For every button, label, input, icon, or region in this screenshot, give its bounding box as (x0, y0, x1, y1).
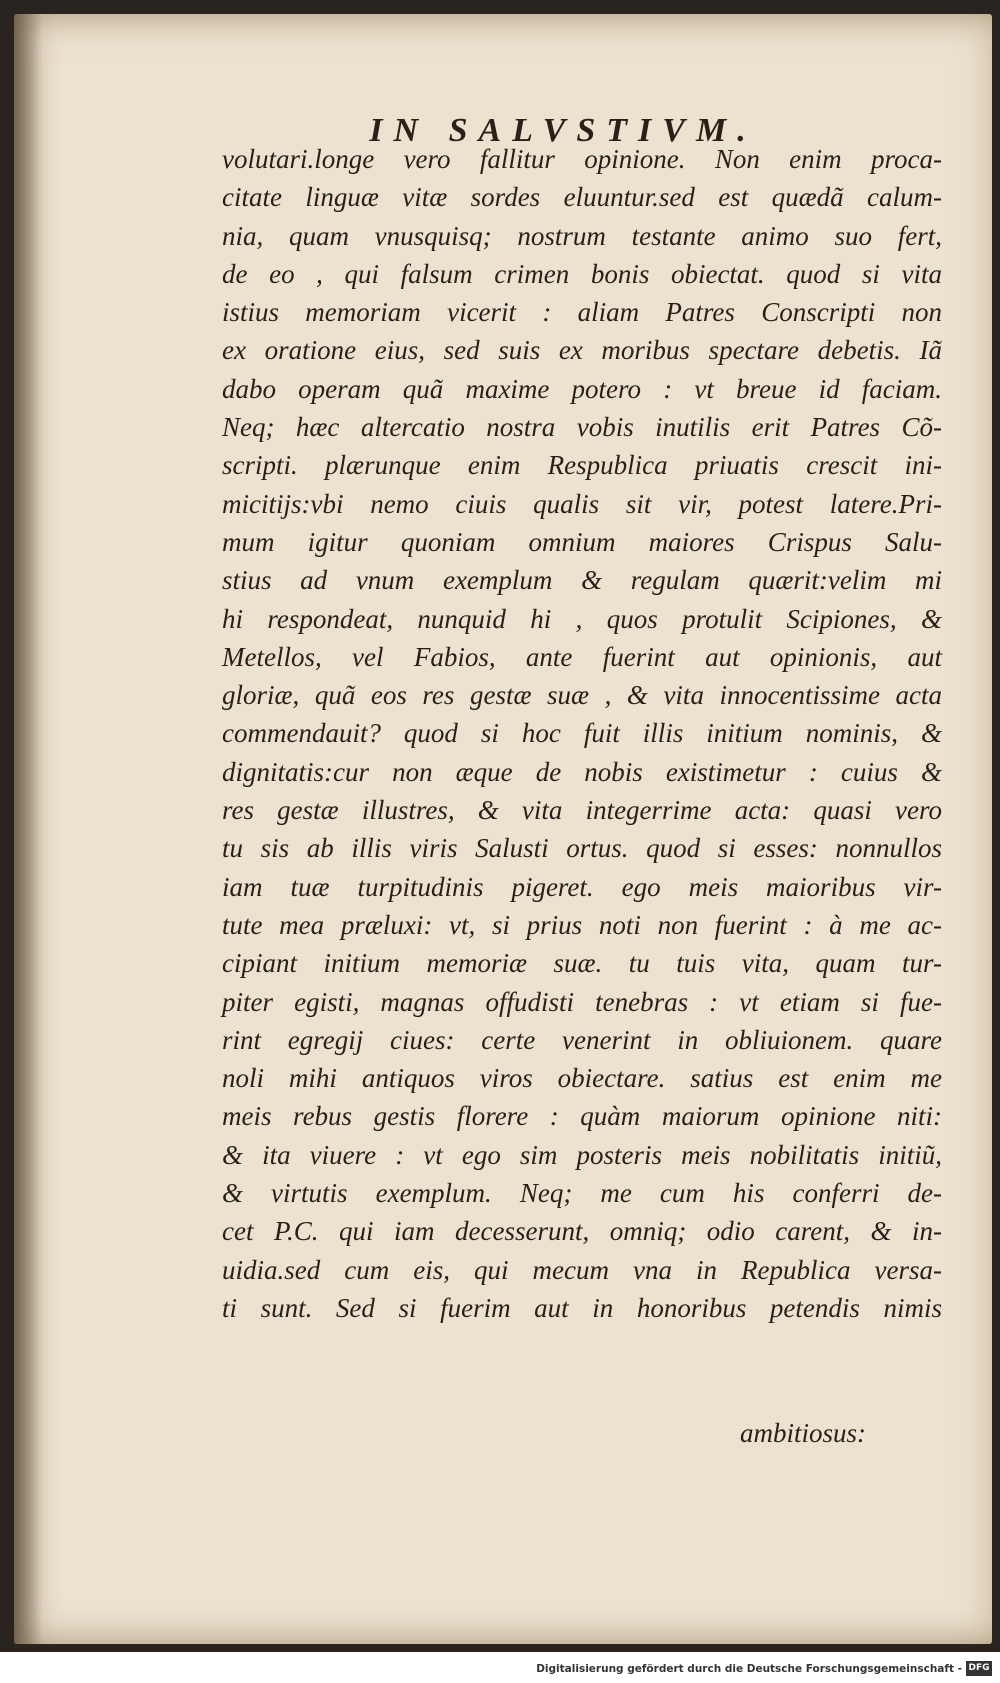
text-line: & ita viuere : vt ego sim posteris meis nobilitatis initiũ, (222, 1139, 942, 1170)
text-line: de eo , qui falsum crimen bonis obiectat. quod si vita (222, 258, 942, 289)
text-block (222, 140, 942, 1327)
text-line: commendauit? quod si hoc fuit illis initium nominis, & (222, 718, 942, 749)
text-line: cipiant initium memoriæ suæ. tu tuis vita, quam tur- (222, 948, 942, 979)
text-line: Metellos, vel Fabios, ante fuerint aut opinionis, aut (222, 641, 942, 672)
text-line: gloriæ, quã eos res gestæ suæ , & vita innocentissime acta (222, 680, 942, 711)
text-line: micitijs:vbi nemo ciuis qualis sit vir, potest latere.Pri- (222, 488, 942, 519)
text-line: hi respondeat, nunquid hi , quos protulit Scipiones, & (222, 603, 942, 634)
text-line: mum igitur quoniam omnium maiores Crispus Salu- (222, 526, 942, 557)
text-line: tute mea præluxi: vt, si prius noti non fuerint : à me ac- (222, 909, 942, 940)
text-line: scripti. plærunque enim Respublica priuatis crescit ini- (222, 450, 942, 481)
text-line: ti sunt. Sed si fuerim aut in honoribus petendis nimis (222, 1292, 942, 1323)
dfg-logo: DFG (966, 1661, 992, 1676)
text-line: dignitatis:cur non æque de nobis existimetur : cuius & (222, 756, 942, 787)
text-line: & virtutis exemplum. Neq; me cum his conferri de- (222, 1178, 942, 1209)
text-line: ex oratione eius, sed suis ex moribus spectare debetis. Iã (222, 335, 942, 366)
running-head-text: IN SALVSTIVM. (369, 112, 757, 149)
text-line: cet P.C. qui iam decesserunt, omniq; odio carent, & in- (222, 1216, 942, 1247)
text-line: nia, quam vnusquisq; nostrum testante animo suo fert, (222, 220, 942, 251)
text-line: Neq; hæc altercatio nostra vobis inutilis erit Patres Cõ- (222, 412, 942, 443)
text-line: istius memoriam vicerit : aliam Patres Conscripti non (222, 297, 942, 328)
digitization-credit: Digitalisierung gefördert durch die Deutsche Forschungsgemeinschaft - (536, 1663, 962, 1675)
text-line: stius ad vnum exemplum & regulam quærit:velim mi (222, 565, 942, 596)
text-line: rint egregij ciues: certe venerint in obliuionem. quare (222, 1024, 942, 1055)
text-line: meis rebus gestis florere : quàm maiorum opinione niti: (222, 1101, 942, 1132)
page-gutter-shadow (14, 14, 42, 1644)
text-line: dabo operam quã maxime potero : vt breue id faciam. (222, 373, 942, 404)
text-line: iam tuæ turpitudinis pigeret. ego meis maioribus vir- (222, 871, 942, 902)
text-line: piter egisti, magnas offudisti tenebras : vt etiam si fue- (222, 986, 942, 1017)
text-line: volutari.longe vero fallitur opinione. Non enim proca- (222, 144, 942, 174)
text-line: noli mihi antiquos viros obiectare. satius est enim me (222, 1063, 942, 1094)
catchword: ambitiosus: (740, 1418, 867, 1448)
text-line: citate linguæ vitæ sordes eluuntur.sed est quædã calum- (222, 182, 942, 213)
text-line: tu sis ab illis viris Salusti ortus. quod si esses: nonnullos (222, 833, 942, 864)
text-line: uidia.sed cum eis, qui mecum vna in Republica versa- (222, 1254, 942, 1285)
text-line: res gestæ illustres, & vita integerrime acta: quasi vero (222, 795, 942, 826)
